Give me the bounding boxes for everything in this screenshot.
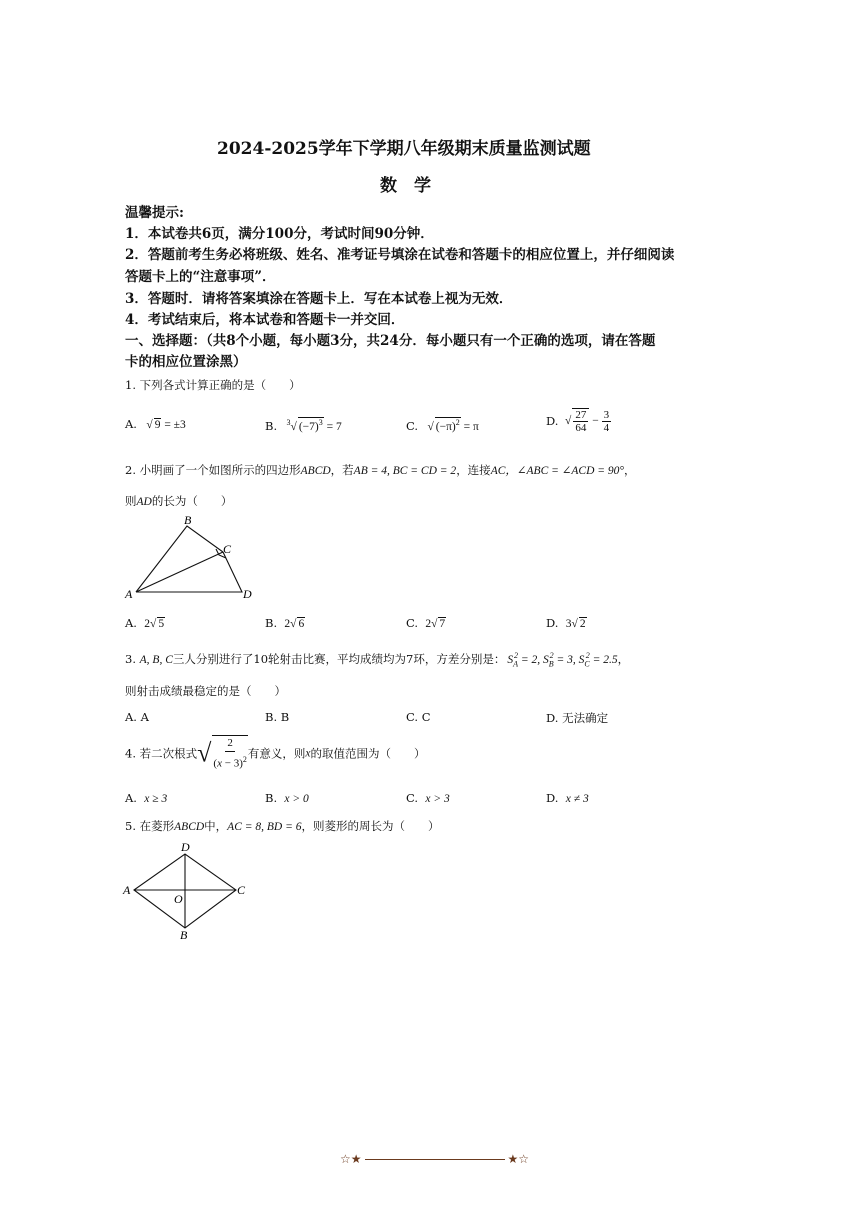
q4-option-c	[406, 791, 450, 805]
q1-a-radicand: 9	[154, 419, 161, 431]
q2-fig-label-d: D	[243, 587, 252, 601]
q1-d-label: D.	[546, 414, 559, 428]
q5-fig-label-d: D	[181, 840, 190, 854]
q1-stem: 1. 下列各式计算正确的是（ ）	[125, 378, 301, 392]
q2-b-label: B.	[265, 616, 278, 630]
q4-b-label: B.	[265, 791, 278, 805]
q5-stem-end: ，则菱形的周长为（ ）	[301, 819, 440, 833]
q2-stem-mid2: ，连接	[456, 463, 491, 477]
q2-figure-quadrilateral	[120, 510, 260, 605]
q3-sub-a: A	[513, 659, 518, 669]
q5-figure-rhombus	[120, 838, 255, 948]
q2-a-label: A.	[125, 616, 137, 630]
note-item-3: 3．答题时．请将答案填涂在答题卡上．写在本试卷上视为无效．	[125, 291, 513, 307]
q3-var-a: S	[507, 654, 514, 666]
q1-option-b: B. $^3$√ $(-7)^3 = 7$	[265, 418, 342, 433]
q3-eq-a: = 2,	[517, 654, 543, 666]
q5-math-diagonals: AC = 8, BD = 6	[227, 821, 302, 833]
q3-option-b: B. B	[265, 710, 290, 724]
q1-a-label: A.	[125, 417, 137, 431]
q1-d-minus: −	[589, 415, 602, 427]
q2-d-coef: 3	[565, 618, 572, 630]
note-item-1: 1．本试卷共6页，满分100分，考试时间90分钟．	[125, 226, 434, 242]
q1-b-label: B.	[265, 418, 278, 433]
q4-frac-den-rest: − 3	[221, 757, 240, 770]
q3-sq-a: 2	[513, 651, 518, 661]
q2-d-radicand: 2	[579, 618, 586, 630]
q4-d-value: x ≠ 3	[565, 793, 589, 805]
q4-option-d	[546, 791, 589, 805]
q2-option-a: A. 2√ 5	[125, 616, 165, 630]
q2-b-radicand: 6	[298, 618, 305, 630]
section-heading: 一、选择题：（共8个小题，每小题3分，共24分．每小题只有一个正确的选项，请在答题	[125, 333, 656, 349]
section-heading-cont: 卡的相应位置涂黑）	[125, 354, 247, 370]
page-footer-decoration	[340, 1152, 529, 1166]
q2-line2-pre: 则	[125, 494, 137, 508]
q4-c-label: C.	[406, 791, 419, 805]
q2-d-label: D.	[546, 616, 559, 630]
q2-math-ac: AC	[490, 465, 506, 477]
q3-sq-b: 2	[549, 651, 554, 661]
q1-b-exp: 3	[318, 418, 323, 427]
q1-option-a: A. √ 9 = ±3	[125, 417, 186, 431]
q3-stem-text: 三人分别进行了10轮射击比赛，平均成绩均为7环，方差分别是：	[172, 652, 506, 666]
q2-option-c: C. 2√ 7	[406, 616, 446, 630]
exam-title: 2024-2025学年下学期八年级期末质量监测试题	[217, 139, 591, 159]
q4-a-label: A.	[125, 791, 137, 805]
q3-sub-c: C	[584, 659, 590, 669]
q4-frac-den-x: x	[217, 757, 222, 770]
q2-fig-label-a: A	[125, 587, 133, 601]
q3-math-abc: A, B, C	[139, 654, 173, 666]
q3-comma: ，	[617, 652, 630, 666]
q4-stem-pre: 4. 若二次根式	[125, 746, 198, 761]
q2-c-label: C.	[406, 616, 419, 630]
note-item-2: 2．答题前考生务必将班级、姓名、准考证号填涂在试卷和答题卡的相应位置上，并仔细阅读	[125, 247, 675, 263]
q3-stem-line2: 则射击成绩最稳定的是（ ）	[125, 684, 286, 698]
q5-fig-label-o: O	[174, 892, 183, 906]
q1-d-num: 27	[575, 409, 587, 421]
q3-sq-c: 2	[585, 651, 590, 661]
q4-frac-num: 2	[225, 736, 235, 752]
q2-line2-end: 的长为（ ）	[151, 494, 233, 508]
q2-math-abcd: ABCD	[300, 465, 331, 477]
q5-fig-label-c: C	[237, 883, 246, 897]
q5-stem-pre: 5. 在菱形	[125, 819, 175, 833]
q3-option-d: D. 无法确定	[546, 711, 609, 725]
q1-c-radicand: (−π)	[435, 420, 456, 433]
q4-stem-post: 有意义，则	[247, 746, 306, 761]
q4-stem-end: 的取值范围为（ ）	[310, 746, 426, 761]
subject-title: 数 学	[380, 176, 431, 196]
notes-heading: 温馨提示:	[125, 205, 184, 221]
q3-number: 3.	[125, 652, 136, 666]
q3-var-b: S	[542, 654, 549, 666]
q2-c-radicand: 7	[439, 618, 446, 630]
q3-stem	[125, 651, 629, 668]
q3-sub-b: B	[548, 659, 554, 669]
q2-stem	[125, 462, 636, 478]
q5-stem-mid: 中，	[204, 819, 228, 833]
q1-d-num2: 3	[603, 408, 610, 421]
note-item-4: 4．考试结束后，将本试卷和答题卡一并交回．	[125, 312, 405, 328]
q1-b-radicand: (−7)	[298, 420, 319, 433]
q4-a-value: x ≥ 3	[144, 793, 168, 805]
q4-math-x: x	[305, 747, 311, 760]
q2-stem-end: ，	[624, 463, 636, 477]
q1-b-index: 3	[286, 418, 291, 427]
q3-option-a: A. A	[125, 710, 149, 724]
q3-eq-b: = 3,	[553, 654, 579, 666]
q5-fig-label-b: B	[180, 928, 188, 942]
q2-option-b: B. 2√ 6	[265, 616, 305, 630]
q2-stem-text: 2. 小明画了一个如图所示的四边形	[125, 463, 301, 477]
q1-c-rest: = π	[460, 420, 479, 433]
q2-a-radicand: 5	[158, 618, 165, 630]
q2-fig-label-b: B	[184, 513, 192, 527]
q1-a-rest: = ±3	[161, 419, 186, 431]
q4-stem: 4. 若二次根式√ $\frac{2}{(x - 3)^2}$ 有意义，则x的取值范围为（ ）	[125, 737, 426, 770]
q3-var-c: S	[578, 654, 585, 666]
q2-fig-label-c: C	[223, 542, 232, 556]
q4-c-value: x > 3	[425, 793, 450, 805]
q4-option-a	[125, 791, 167, 805]
q1-c-exp: 2	[455, 418, 460, 427]
footer-stars-left: ☆★	[340, 1152, 362, 1166]
q4-d-label: D.	[546, 791, 559, 805]
q1-c-label: C.	[406, 418, 419, 433]
q1-d-den2: 4	[603, 421, 610, 434]
q2-option-d: D. 3√ 2	[546, 616, 586, 630]
q2-stem-line2	[125, 493, 232, 509]
footer-stars-right: ★☆	[507, 1152, 530, 1166]
q4-option-b	[265, 791, 309, 805]
q2-stem-mid: ，若	[330, 463, 354, 477]
q1-option-d: D. √ $\frac{27}{64}$ − $\frac{3}{4}$	[546, 408, 610, 434]
q4-b-value: x > 0	[284, 793, 309, 805]
q5-math-abcd: ABCD	[174, 821, 205, 833]
note-item-2-cont: 答题卡上的“注意事项”．	[125, 269, 276, 285]
q2-math-angles: ，∠ABC = ∠ACD = 90°	[505, 465, 625, 477]
q5-fig-label-a: A	[123, 883, 131, 897]
q3-option-c: C. C	[406, 710, 431, 724]
q2-b-coef: 2	[284, 618, 291, 630]
q2-c-coef: 2	[425, 618, 432, 630]
q1-b-rest: = 7	[323, 420, 342, 433]
q1-d-den: 64	[575, 422, 587, 434]
q2-math-ad: AD	[136, 496, 152, 508]
q3-eq-c: = 2.5	[589, 654, 618, 666]
q5-stem	[125, 818, 439, 834]
footer-divider	[365, 1159, 505, 1160]
q4-frac-den-exp: 2	[242, 755, 247, 764]
q2-math-lengths: AB = 4, BC = CD = 2	[353, 465, 457, 477]
q2-a-coef: 2	[144, 618, 151, 630]
q1-option-c: C. √ $(-\pi)^2 = \pi$	[406, 418, 479, 433]
